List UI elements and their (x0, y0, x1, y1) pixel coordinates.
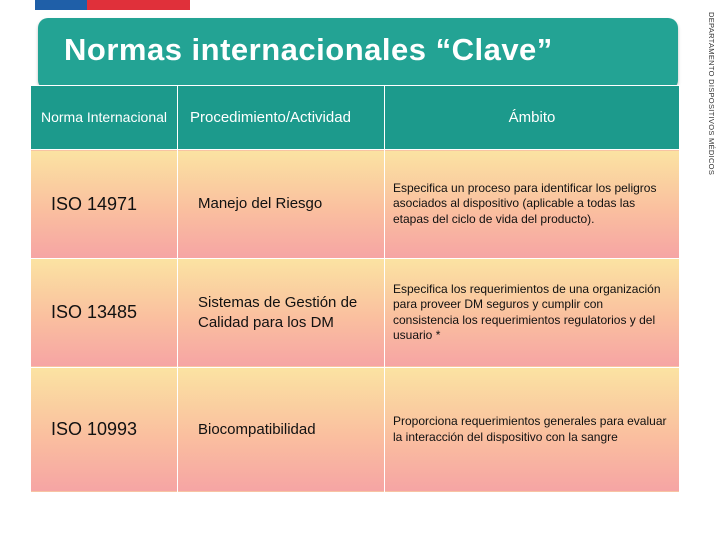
header-norma: Norma Internacional (31, 86, 178, 150)
norma-cell: ISO 13485 (31, 258, 178, 367)
norma-cell: ISO 10993 (31, 367, 178, 492)
header-actividad: Procedimiento/Actividad (178, 86, 385, 150)
table-row (31, 150, 680, 259)
title-banner (38, 18, 678, 90)
side-band (702, 0, 720, 540)
table-row (31, 367, 680, 492)
table-row (31, 258, 680, 367)
norma-cell: ISO 14971 (31, 150, 178, 259)
department-label: DEPARTAMENTO DISPOSITIVOS MÉDICOS (707, 12, 716, 176)
actividad-cell: Biocompatibilidad (178, 367, 385, 492)
ambito-cell: Proporciona requerimientos generales para evaluar la interacción del dispositivo con la sangre (385, 367, 680, 492)
header-ambito: Ámbito (385, 86, 680, 150)
flag-red-segment (87, 0, 190, 10)
ambito-cell: Especifica un proceso para identificar los peligros asociados al dispositivo (aplicable a todas las etapas del ciclo de vida del producto). (385, 150, 680, 259)
standards-table (30, 85, 680, 493)
slide-title: Normas internacionales “Clave” (64, 32, 553, 67)
flag-blue-segment (35, 0, 87, 10)
ambito-cell: Especifica los requerimientos de una organización para proveer DM seguros y cumplir con consistencia los requerimientos regulatorios y del usuario * (385, 258, 680, 367)
flag-stripe (35, 0, 190, 10)
actividad-cell: Manejo del Riesgo (178, 150, 385, 259)
table-header-row (31, 86, 680, 150)
actividad-cell: Sistemas de Gestión de Calidad para los DM (178, 258, 385, 367)
